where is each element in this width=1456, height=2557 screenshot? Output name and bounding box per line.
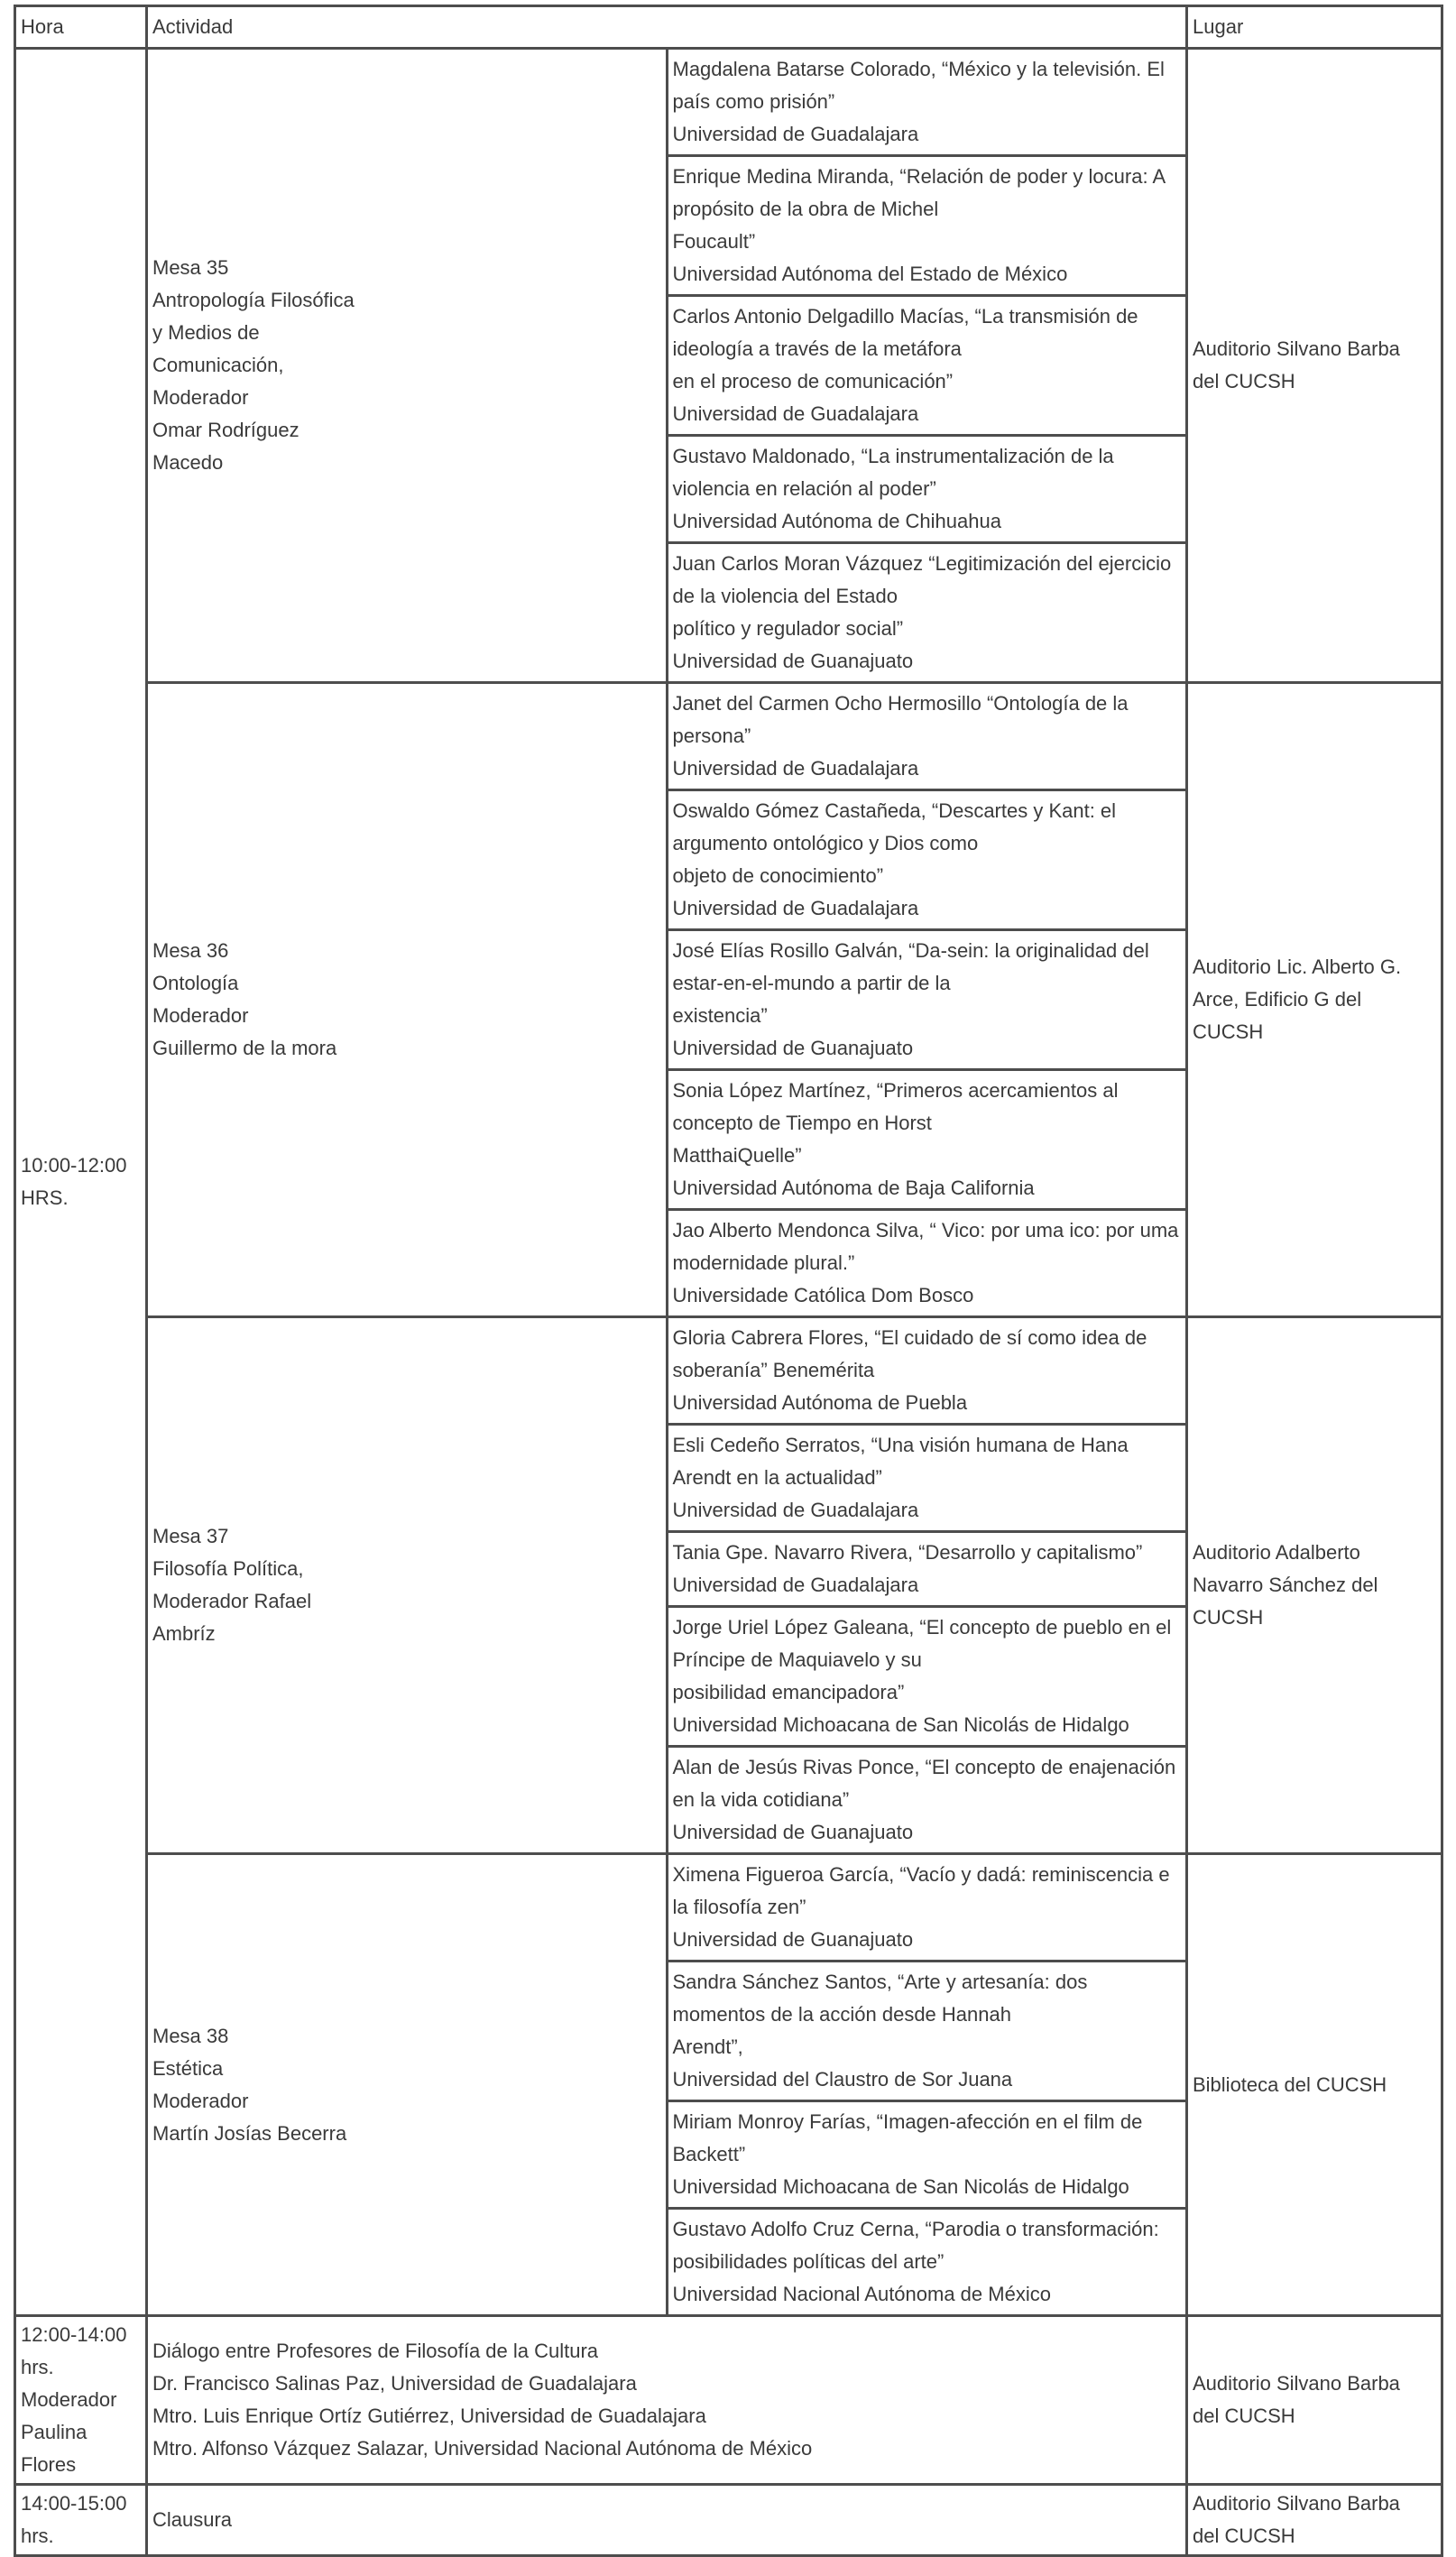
- dialogo-hora-line: Paulina: [21, 2421, 88, 2443]
- lugar-cell-line: Auditorio Adalberto: [1193, 1541, 1360, 1564]
- ponencia-cell: [667, 1607, 1187, 1747]
- ponencia-cell: [667, 2101, 1187, 2209]
- ponencia-cell: [667, 49, 1187, 156]
- ponencia-cell: [667, 1425, 1187, 1532]
- dialogo-actividad: [147, 2316, 1187, 2485]
- ponencia-cell-line: Jao Alberto Mendonca Silva, “ Vico: por uma ico: por uma: [672, 1219, 1179, 1242]
- ponencia-cell-line: Miriam Monroy Farías, “Imagen-afección en el film de Backett”: [672, 2110, 1143, 2165]
- ponencia-cell: [667, 1962, 1187, 2101]
- clausura-hora: [15, 2485, 147, 2556]
- ponencia-cell-line: Universidad Autónoma de Chihuahua: [672, 510, 1001, 532]
- ponencia-cell: [667, 1070, 1187, 1210]
- mesa-cell-line: Guillermo de la mora: [152, 1037, 337, 1059]
- ponencia-cell-line: Sandra Sánchez Santos, “Arte y artesanía: dos momentos de la acción desde Hannah: [672, 1971, 1088, 2026]
- mesa-cell-line: Filosofía Política,: [152, 1557, 304, 1580]
- ponencia-cell-line: Universidad de Guadalajara: [672, 757, 919, 780]
- ponencia-cell-line: Universidad Autónoma de Puebla: [672, 1391, 968, 1414]
- ponencia-cell-line: Carlos Antonio Delgadillo Macías, “La transmisión de ideología a través de la metáfora: [672, 305, 1138, 360]
- header-actividad: Actividad: [147, 6, 1187, 49]
- ponencia-cell-line: José Elías Rosillo Galván, “Da-sein: la originalidad del estar-en-el-mundo a partir de la: [672, 939, 1149, 994]
- clausura-actividad-line: Clausura: [152, 2508, 233, 2531]
- dialogo-hora-line: 12:00-14:00: [21, 2323, 127, 2346]
- ponencia-cell-line: Universidad del Claustro de Sor Juana: [672, 2068, 1013, 2091]
- clausura-lugar-line: Auditorio Silvano Barba: [1193, 2492, 1400, 2515]
- ponencia-cell-line: Ximena Figueroa García, “Vacío y dadá: reminiscencia e la filosofía zen”: [672, 1863, 1170, 1918]
- hora-cell-line: HRS.: [21, 1186, 69, 1209]
- ponencia-cell-line: Universidad Michoacana de San Nicolás de Hidalgo: [672, 2175, 1129, 2198]
- ponencia-cell-line: político y regulador social”: [672, 617, 904, 640]
- header-lugar: Lugar: [1187, 6, 1442, 49]
- dialogo-row: [15, 2316, 1442, 2485]
- ponencia-cell: [667, 683, 1187, 790]
- mesa-cell-line: Moderador: [152, 386, 249, 409]
- dialogo-hora-line: hrs.: [21, 2356, 54, 2378]
- presentation-row: [15, 1317, 1442, 1425]
- ponencia-cell-line: Gustavo Adolfo Cruz Cerna, “Parodia o transformación: posibilidades políticas del arte”: [672, 2218, 1159, 2273]
- ponencia-cell-line: posibilidad emancipadora”: [672, 1681, 905, 1703]
- clausura-actividad: [147, 2485, 1187, 2556]
- clausura-row: [15, 2485, 1442, 2556]
- ponencia-cell-line: MatthaiQuelle”: [672, 1144, 802, 1167]
- ponencia-cell-line: Oswaldo Gómez Castañeda, “Descartes y Kant: el argumento ontológico y Dios como: [672, 799, 1117, 854]
- ponencia-cell-line: objeto de conocimiento”: [672, 864, 884, 887]
- dialogo-lugar-line: del CUCSH: [1193, 2405, 1295, 2427]
- mesa-cell-line: Mesa 35: [152, 256, 229, 279]
- lugar-cell-line: Auditorio Lic. Alberto G.: [1193, 955, 1402, 978]
- ponencia-cell-line: en el proceso de comunicación”: [672, 370, 954, 392]
- mesa-cell-line: Mesa 38: [152, 2024, 229, 2047]
- ponencia-cell-line: Universidad de Guadalajara: [672, 123, 919, 145]
- ponencia-cell-line: Jorge Uriel López Galeana, “El concepto de pueblo en el Príncipe de Maquiavelo y su: [672, 1616, 1172, 1671]
- mesa-cell: [147, 683, 668, 1317]
- mesa-cell-line: Ontología: [152, 972, 239, 994]
- mesa-cell-line: Moderador: [152, 2089, 249, 2112]
- mesa-cell-line: Estética: [152, 2056, 224, 2080]
- ponencia-cell-line: Universidad de Guadalajara: [672, 402, 919, 425]
- ponencia-cell: [667, 1317, 1187, 1425]
- ponencia-cell: [667, 1532, 1187, 1607]
- hora-cell-line: 10:00-12:00: [21, 1154, 127, 1177]
- dialogo-hora: [15, 2316, 147, 2485]
- mesa-cell-line: Ambríz: [152, 1622, 216, 1645]
- header-row: [15, 6, 1442, 49]
- ponencia-cell-line: Gloria Cabrera Flores, “El cuidado de sí como idea de soberanía” Benemérita: [672, 1326, 1147, 1381]
- ponencia-cell: [667, 156, 1187, 296]
- mesa-cell-line: Antropología Filosófica: [152, 289, 355, 311]
- mesa-cell-line: Omar Rodríguez: [152, 419, 299, 441]
- ponencia-cell: [667, 296, 1187, 436]
- ponencia-cell-line: Gustavo Maldonado, “La instrumentalización de la violencia en relación al poder”: [672, 445, 1114, 500]
- lugar-cell: [1187, 1317, 1442, 1854]
- ponencia-cell-line: Universidad Nacional Autónoma de México: [672, 2283, 1051, 2305]
- presentation-row: [15, 1854, 1442, 1962]
- mesa-cell-line: y Medios de: [152, 321, 260, 344]
- hora-cell: [15, 49, 147, 2316]
- ponencia-cell-line: Universidade Católica Dom Bosco: [672, 1284, 974, 1306]
- mesa-cell: [147, 1317, 668, 1854]
- ponencia-cell: [667, 543, 1187, 683]
- ponencia-cell-line: Janet del Carmen Ocho Hermosillo “Ontología de la persona”: [672, 692, 1129, 747]
- ponencia-cell-line: Juan Carlos Moran Vázquez “Legitimización del ejercicio de la violencia del Estado: [672, 552, 1172, 607]
- dialogo-actividad-line: Mtro. Luis Enrique Ortíz Gutiérrez, Universidad de Guadalajara: [152, 2405, 706, 2427]
- lugar-cell-line: Biblioteca del CUCSH: [1193, 2072, 1387, 2096]
- clausura-hora-line: hrs.: [21, 2525, 54, 2547]
- ponencia-cell-line: Tania Gpe. Navarro Rivera, “Desarrollo y capitalismo”: [672, 1541, 1143, 1564]
- ponencia-cell: [667, 1210, 1187, 1317]
- presentation-row: [15, 683, 1442, 790]
- mesa-cell: [147, 1854, 668, 2316]
- mesa-cell-line: Martín Josías Becerra: [152, 2121, 347, 2145]
- mesa-cell-line: Mesa 36: [152, 939, 229, 962]
- lugar-cell-line: del CUCSH: [1193, 370, 1295, 392]
- mesa-cell-line: Comunicación,: [152, 354, 284, 376]
- header-hora: Hora: [15, 6, 147, 49]
- dialogo-hora-line: Flores: [21, 2453, 77, 2476]
- ponencia-cell: [667, 1747, 1187, 1854]
- dialogo-lugar-line: Auditorio Silvano Barba: [1193, 2372, 1400, 2395]
- mesa-cell-line: Moderador Rafael: [152, 1590, 312, 1612]
- ponencia-cell: [667, 930, 1187, 1070]
- ponencia-cell-line: Universidad de Guanajuato: [672, 1037, 914, 1059]
- ponencia-cell-line: Universidad de Guadalajara: [672, 1574, 919, 1596]
- mesa-cell-line: Mesa 37: [152, 1525, 229, 1547]
- ponencia-cell-line: Universidad de Guadalajara: [672, 1499, 919, 1521]
- clausura-lugar: [1187, 2485, 1442, 2556]
- presentation-row: [15, 49, 1442, 156]
- ponencia-cell-line: modernidade plural.”: [672, 1251, 855, 1274]
- dialogo-actividad-line: Mtro. Alfonso Vázquez Salazar, Universidad Nacional Autónoma de México: [152, 2437, 813, 2460]
- ponencia-cell: [667, 790, 1187, 930]
- lugar-cell: [1187, 683, 1442, 1317]
- mesa-cell: [147, 49, 668, 683]
- lugar-cell-line: Auditorio Silvano Barba: [1193, 337, 1400, 360]
- mesa-cell-line: Moderador: [152, 1004, 249, 1027]
- lugar-cell-line: Navarro Sánchez del: [1193, 1574, 1378, 1596]
- clausura-lugar-line: del CUCSH: [1193, 2525, 1295, 2547]
- ponencia-cell-line: Arendt”,: [672, 2035, 743, 2058]
- ponencia-cell-line: Alan de Jesús Rivas Ponce, “El concepto de enajenación en la vida cotidiana”: [672, 1756, 1176, 1811]
- ponencia-cell-line: Universidad de Guanajuato: [672, 650, 914, 672]
- ponencia-cell-line: Universidad Autónoma del Estado de México: [672, 263, 1068, 285]
- lugar-cell-line: Arce, Edificio G del: [1193, 988, 1362, 1011]
- ponencia-cell-line: Magdalena Batarse Colorado, “México y la televisión. El país como prisión”: [672, 58, 1165, 113]
- mesa-cell-line: Macedo: [152, 451, 224, 474]
- lugar-cell: [1187, 49, 1442, 683]
- ponencia-cell-line: Enrique Medina Miranda, “Relación de poder y locura: A propósito de la obra de Michel: [672, 165, 1165, 220]
- lugar-cell-line: CUCSH: [1193, 1606, 1264, 1629]
- ponencia-cell-line: Esli Cedeño Serratos, “Una visión humana de Hana Arendt en la actualidad”: [672, 1434, 1129, 1489]
- ponencia-cell-line: Foucault”: [672, 230, 756, 253]
- dialogo-hora-line: Moderador: [21, 2388, 117, 2411]
- ponencia-cell-line: Universidad de Guanajuato: [672, 1928, 914, 1951]
- ponencia-cell-line: Universidad de Guanajuato: [672, 1821, 914, 1843]
- program-table-body: [15, 6, 1442, 2556]
- ponencia-cell: [667, 1854, 1187, 1962]
- ponencia-cell-line: existencia”: [672, 1004, 768, 1027]
- dialogo-actividad-line: Dr. Francisco Salinas Paz, Universidad de Guadalajara: [152, 2372, 637, 2395]
- lugar-cell-line: CUCSH: [1193, 1020, 1264, 1043]
- dialogo-actividad-line: Diálogo entre Profesores de Filosofía de la Cultura: [152, 2340, 599, 2362]
- lugar-cell: [1187, 1854, 1442, 2316]
- ponencia-cell-line: Sonia López Martínez, “Primeros acercamientos al concepto de Tiempo en Horst: [672, 1079, 1119, 1134]
- ponencia-cell-line: Universidad Autónoma de Baja California: [672, 1177, 1035, 1199]
- clausura-hora-line: 14:00-15:00: [21, 2492, 127, 2515]
- program-table: [14, 5, 1443, 2557]
- ponencia-cell: [667, 436, 1187, 543]
- dialogo-lugar: [1187, 2316, 1442, 2485]
- ponencia-cell: [667, 2209, 1187, 2316]
- ponencia-cell-line: Universidad de Guadalajara: [672, 897, 919, 919]
- ponencia-cell-line: Universidad Michoacana de San Nicolás de Hidalgo: [672, 1713, 1129, 1736]
